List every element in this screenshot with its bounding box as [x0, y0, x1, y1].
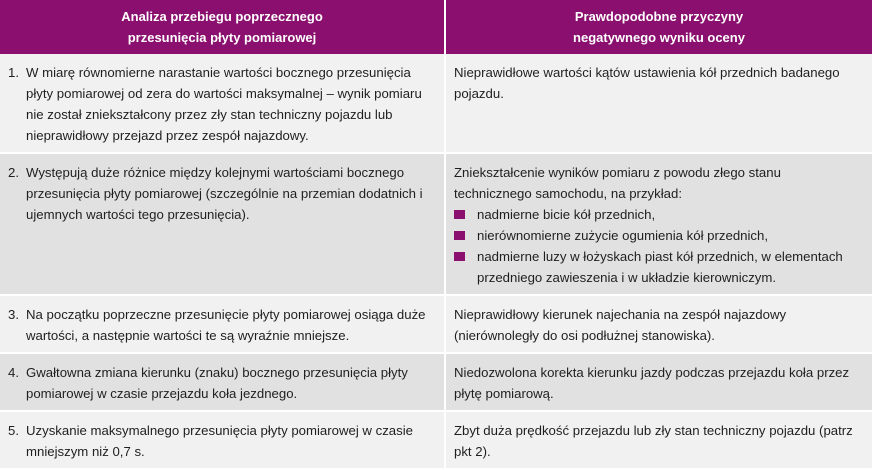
- cause-cell: [445, 411, 872, 469]
- table-header-row: [0, 0, 872, 54]
- table-row: [0, 353, 872, 411]
- table-row: [0, 153, 872, 295]
- cause-cell: [445, 353, 872, 411]
- list-item: nadmierne bicie kół przednich,: [454, 204, 862, 225]
- cause-cell: [445, 54, 872, 153]
- row-number: 2.: [8, 165, 19, 180]
- analysis-text: W miarę równomierne narastanie wartości bocznego przesunięcia płyty pomiarowej od zera do wartości maksymalnej – wynik pomiaru nie został zniekształcony przez zły stan techniczny pojazdu lub nieprawidłowy przejazd przez zespół najazdowy.: [26, 65, 422, 143]
- analysis-cell: [0, 353, 445, 411]
- table-row: [0, 295, 872, 353]
- cause-text: Zbyt duża prędkość przejazdu lub zły stan techniczny pojazdu (patrz pkt 2).: [454, 423, 853, 459]
- analysis-text: Gwałtowna zmiana kierunku (znaku) bocznego przesunięcia płyty pomiarowej w czasie przejazdu koła jezdnego.: [26, 365, 408, 401]
- header-analysis: Analiza przebiegu poprzecznego przesunięcia płyty pomiarowej: [0, 0, 445, 54]
- analysis-cell: [0, 411, 445, 469]
- analysis-text: Uzyskanie maksymalnego przesunięcia płyty pomiarowej w czasie mniejszym niż 0,7 s.: [26, 423, 413, 459]
- row-number: 3.: [8, 307, 19, 322]
- analysis-cell: [0, 295, 445, 353]
- table-row: [0, 411, 872, 469]
- cause-text: Nieprawidłowy kierunek najechania na zespół najazdowy (nierównoległy do osi podłużnej stanowiska).: [454, 307, 787, 343]
- analysis-cell: [0, 54, 445, 153]
- row-number: 5.: [8, 423, 19, 438]
- analysis-text: Na początku poprzeczne przesunięcie płyty pomiarowej osiąga duże wartości, a następnie wartości te są wyraźnie mniejsze.: [26, 307, 426, 343]
- square-bullet-icon: [454, 252, 465, 261]
- list-item: nierównomierne zużycie ogumienia kół przednich,: [454, 225, 862, 246]
- analysis-text: Występują duże różnice między kolejnymi wartościami bocznego przesunięcia płyty pomiarowej (szczególnie na przemian dodatnich i ujemnych wartości tego przesunięcia).: [26, 165, 423, 222]
- list-item: nadmierne luzy w łożyskach piast kół przednich, w elementach przedniego zawieszenia i w układzie kierowniczym.: [454, 246, 862, 288]
- cause-text: Niedozwolona korekta kierunku jazdy podczas przejazdu koła przez płytę pomiarową.: [454, 365, 850, 401]
- cause-text: Zniekształcenie wyników pomiaru z powodu złego stanu technicznego samochodu, na przykład:: [454, 165, 781, 201]
- table-row: [0, 54, 872, 153]
- cause-cell: [445, 153, 872, 295]
- analysis-cell: [0, 153, 445, 295]
- cause-text: Nieprawidłowe wartości kątów ustawienia kół przednich badanego pojazdu.: [454, 65, 840, 101]
- row-number: 1.: [8, 65, 19, 80]
- row-number: 4.: [8, 365, 19, 380]
- square-bullet-icon: [454, 231, 465, 240]
- square-bullet-icon: [454, 210, 465, 219]
- header-causes: Prawdopodobne przyczyny negatywnego wyniku oceny: [445, 0, 872, 54]
- cause-cell: [445, 295, 872, 353]
- cause-bullet-list: [454, 204, 862, 288]
